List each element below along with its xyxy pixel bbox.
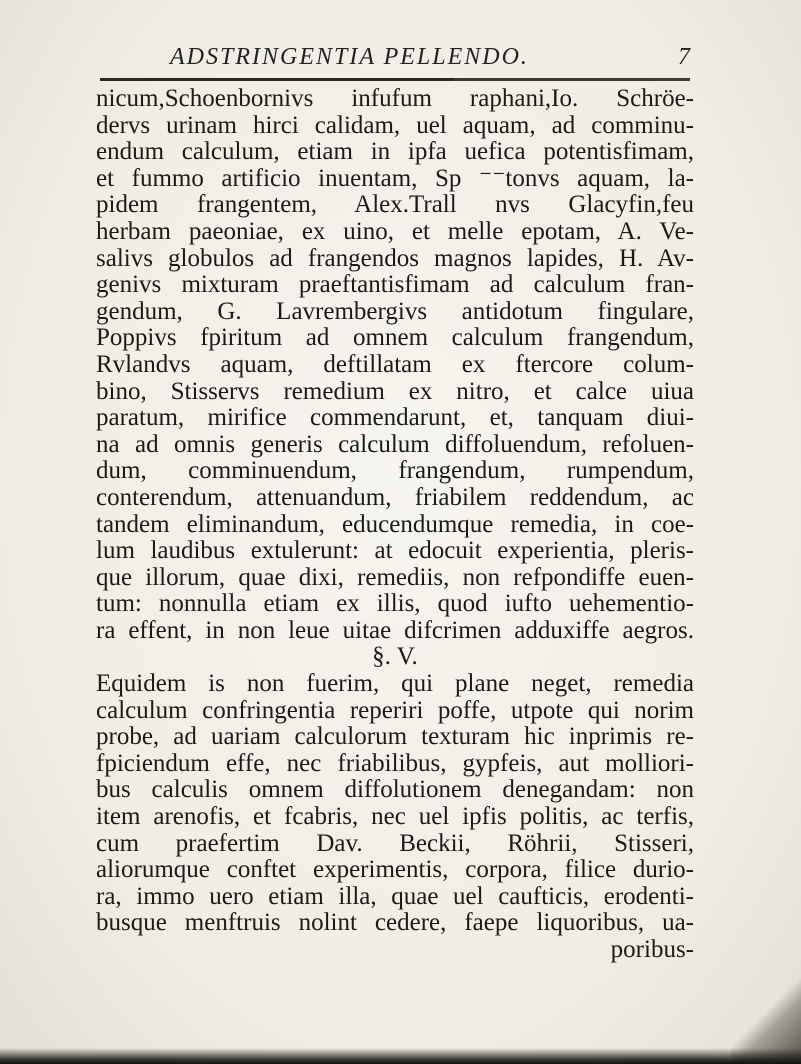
text-line: fpiciendum effe, nec friabilibus, gypfeis, aut molliori- — [96, 749, 694, 777]
text-line: item arenofis, et fcabris, nec uel ipfis politis, ac terfis, — [96, 803, 694, 831]
text-line: Equidem is non fuerim, qui plane neget, remedia — [96, 670, 694, 698]
text-line: genivs mixturam praeftantisfimam ad calculum fran- — [96, 271, 694, 299]
text-line: et fummo artificio inuentam, Sp ⁻⁻tonvs aquam, la- — [96, 164, 694, 192]
text-line: lum laudibus extulerunt: at edocuit experientia, pleris- — [96, 537, 694, 565]
text-line: herbam paeoniae, ex uino, et melle epotam, A. Ve- — [96, 217, 694, 245]
page-bottom-edge — [0, 1048, 801, 1064]
text-line: dum, comminuendum, frangendum, rumpendum, — [96, 457, 694, 485]
text-line: que illorum, quae dixi, remediis, non refpondiffe euen- — [96, 563, 694, 591]
text-line: pidem frangentem, Alex.Trall nvs Glacyfin,feu — [96, 191, 694, 219]
page-number: 7 — [678, 44, 690, 70]
text-line: conterendum, attenuandum, friabilem reddendum, ac — [96, 483, 694, 511]
text-line: paratum, mirifice commendarunt, et, tanquam diui- — [96, 404, 694, 432]
text-line: dervs urinam hirci calidam, uel aquam, ad comminu- — [96, 111, 694, 139]
text-line: tandem eliminandum, educendumque remedia, in coe- — [96, 510, 694, 538]
text-line: ra, immo uero etiam illa, quae uel caufticis, erodenti- — [96, 882, 694, 910]
text-line: probe, ad uariam calculorum texturam hic inprimis re- — [96, 723, 694, 751]
catchword: poribus- — [610, 936, 694, 963]
text-line: bino, Stisservs remedium ex nitro, et calce uiua — [96, 377, 694, 405]
text-line: Poppivs fpiritum ad omnem calculum frangendum, — [96, 324, 694, 352]
text-line: busque menftruis nolint cedere, faepe liquoribus, ua- — [96, 909, 694, 937]
header-rule — [100, 78, 690, 81]
text-line: calculum confringentia reperiri poffe, utpote qui norim — [96, 696, 694, 724]
text-line: gendum, G. Lavrembergivs antidotum fingulare, — [96, 297, 694, 325]
text-line: endum calculum, etiam in ipfa uefica potentisfimam, — [96, 138, 694, 166]
text-line: Rvlandvs aquam, deftillatam ex ftercore colum- — [96, 350, 694, 378]
page-header — [170, 40, 690, 80]
section-heading: §. V. — [372, 643, 418, 671]
body-text — [96, 86, 694, 964]
text-line: salivs globulos ad frangendos magnos lapides, H. Av- — [96, 244, 694, 272]
text-line: tum: nonnulla etiam ex illis, quod iufto uehementio- — [96, 590, 694, 618]
running-title: ADSTRINGENTIA PELLENDO. — [170, 44, 529, 70]
text-line: bus calculis omnem diffolutionem denegandam: non — [96, 776, 694, 804]
text-line: na ad omnis generis calculum diffoluendum, refoluen- — [96, 430, 694, 458]
text-line: aliorumque conftet experimentis, corpora, filice durio- — [96, 856, 694, 884]
text-line: nicum,Schoenbornivs infufum raphani,Io. Schröe- — [96, 85, 694, 112]
text-line: cum praefertim Dav. Beckii, Röhrii, Stisseri, — [96, 829, 694, 857]
text-line: ra effent, in non leue uitae difcrimen adduxiffe aegros. — [96, 616, 694, 644]
